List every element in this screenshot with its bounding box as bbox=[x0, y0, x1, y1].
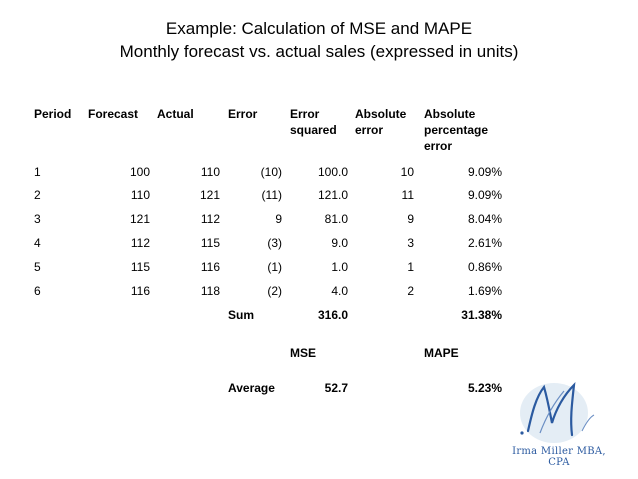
table-cell: 118 bbox=[200, 284, 220, 298]
table-cell: 121.0 bbox=[317, 188, 348, 202]
table-cell: 0.86% bbox=[467, 260, 502, 274]
header-period: Period bbox=[34, 107, 72, 121]
logo-text: Irma Miller MBA, CPA bbox=[512, 446, 606, 468]
table-cell: 2.61% bbox=[467, 236, 502, 250]
title-line-1: Example: Calculation of MSE and MAPE bbox=[165, 19, 473, 38]
header-absolute-error-2: error bbox=[355, 123, 384, 137]
table-cell: 115 bbox=[200, 236, 220, 250]
table-cell: 10 bbox=[400, 165, 414, 179]
sum-error-squared: 316.0 bbox=[317, 308, 348, 322]
title-line-2: Monthly forecast vs. actual sales (expressed in units) bbox=[119, 42, 519, 61]
sum-ape: 31.38% bbox=[461, 308, 502, 322]
table-cell: 121 bbox=[199, 188, 220, 202]
header-ape-2: percentage bbox=[424, 123, 489, 137]
table-cell: (2) bbox=[267, 284, 282, 298]
table-cell: 1 bbox=[407, 260, 414, 274]
table-cell: (1) bbox=[267, 260, 282, 274]
table-cell: 5 bbox=[34, 260, 41, 274]
sum-label: Sum bbox=[228, 308, 255, 322]
average-label: Average bbox=[228, 381, 275, 395]
mse-value: 52.7 bbox=[324, 381, 348, 395]
mse-label: MSE bbox=[290, 346, 317, 360]
header-error-squared-2: squared bbox=[290, 123, 337, 137]
table-cell: 116 bbox=[130, 284, 150, 298]
table-cell: 110 bbox=[130, 188, 150, 202]
table-cell: 116 bbox=[200, 260, 220, 274]
table-cell: 4 bbox=[34, 236, 41, 250]
table-cell: 1.0 bbox=[331, 260, 348, 274]
table-cell: 2 bbox=[407, 284, 414, 298]
table-cell: 6 bbox=[34, 284, 41, 298]
table-cell: 9.09% bbox=[467, 165, 502, 179]
table-cell: 110 bbox=[200, 165, 220, 179]
header-ape-1: Absolute bbox=[424, 107, 476, 121]
table-cell: 3 bbox=[34, 212, 41, 226]
table-cell: (11) bbox=[261, 188, 282, 202]
header-absolute-error-1: Absolute bbox=[355, 107, 407, 121]
table-cell: 9 bbox=[407, 212, 414, 226]
table-cell: 2 bbox=[34, 188, 41, 202]
table-cell: 4.0 bbox=[331, 284, 348, 298]
table-cell: 115 bbox=[130, 260, 150, 274]
table-cell: 121 bbox=[129, 212, 150, 226]
table-cell: 1.69% bbox=[467, 284, 502, 298]
header-ape-3: error bbox=[424, 139, 453, 153]
header-error: Error bbox=[228, 107, 258, 121]
table-cell: 3 bbox=[407, 236, 414, 250]
table-cell: 100.0 bbox=[317, 165, 348, 179]
table-cell: 112 bbox=[200, 212, 220, 226]
table-cell: (10) bbox=[260, 165, 282, 179]
table-cell: 9 bbox=[275, 212, 282, 226]
table-cell: 100 bbox=[129, 165, 150, 179]
table-cell: 9.09% bbox=[467, 188, 502, 202]
table-cell: (3) bbox=[267, 236, 282, 250]
table-cell: 1 bbox=[34, 165, 41, 179]
header-forecast: Forecast bbox=[88, 107, 139, 121]
mape-value: 5.23% bbox=[467, 381, 502, 395]
table-cell: 11 bbox=[401, 188, 414, 202]
table-cell: 112 bbox=[130, 236, 150, 250]
header-error-squared-1: Error bbox=[290, 107, 320, 121]
table-cell: 81.0 bbox=[324, 212, 348, 226]
table-cell: 8.04% bbox=[467, 212, 502, 226]
header-actual: Actual bbox=[157, 107, 194, 121]
mape-label: MAPE bbox=[424, 346, 459, 360]
table-cell: 9.0 bbox=[331, 236, 348, 250]
